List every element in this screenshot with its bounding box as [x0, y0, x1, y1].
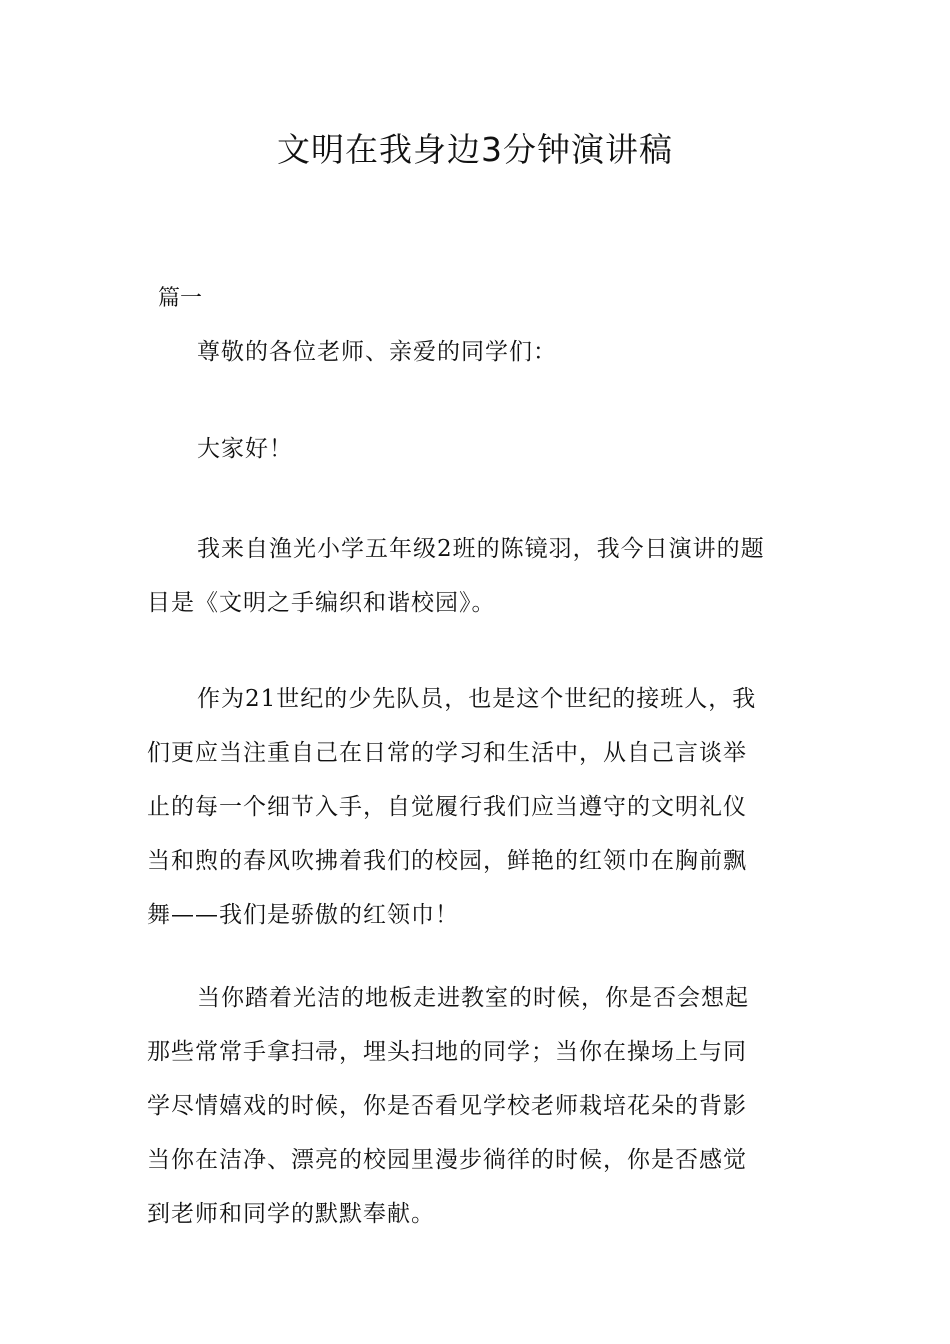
paragraph-line: 目是《文明之手编织和谐校园》。 — [147, 590, 496, 616]
paragraph-line: 止的每一个细节入手，自觉履行我们应当遵守的文明礼仪 — [147, 794, 747, 820]
section-label: 篇一 — [158, 286, 203, 311]
paragraph-body-2 — [147, 971, 812, 1241]
paragraph-line: 我来自渔光小学五年级2班的陈镜羽，我今日演讲的题 — [197, 536, 765, 562]
paragraph-introduction — [147, 522, 812, 630]
paragraph-line: 到老师和同学的默默奉献。 — [147, 1201, 435, 1227]
document-title: 文明在我身边3分钟演讲稿 — [277, 130, 673, 169]
paragraph-greeting — [147, 422, 812, 476]
paragraph-line: 尊敬的各位老师、亲爱的同学们： — [197, 339, 557, 365]
paragraph-line: 学尽情嬉戏的时候，你是否看见学校老师栽培花朵的背影 — [147, 1093, 747, 1119]
paragraph-line: 们更应当注重自己在日常的学习和生活中，从自己言谈举 — [147, 740, 747, 766]
paragraph-line: 当和煦的春风吹拂着我们的校园，鲜艳的红领巾在胸前飘 — [147, 848, 747, 874]
paragraph-line: 当你踏着光洁的地板走进教室的时候，你是否会想起 — [197, 985, 749, 1011]
paragraph-line: 作为21世纪的少先队员，也是这个世纪的接班人，我 — [197, 686, 757, 712]
paragraph-line: 大家好！ — [197, 436, 293, 462]
paragraph-greeting-salutation — [147, 325, 812, 379]
paragraph-line: 当你在洁净、漂亮的校园里漫步徜徉的时候，你是否感觉 — [147, 1147, 747, 1173]
paragraph-line: 那些常常手拿扫帚，埋头扫地的同学；当你在操场上与同 — [147, 1039, 747, 1065]
paragraph-line: 舞——我们是骄傲的红领巾！ — [147, 902, 459, 928]
paragraph-body-1 — [147, 672, 812, 942]
